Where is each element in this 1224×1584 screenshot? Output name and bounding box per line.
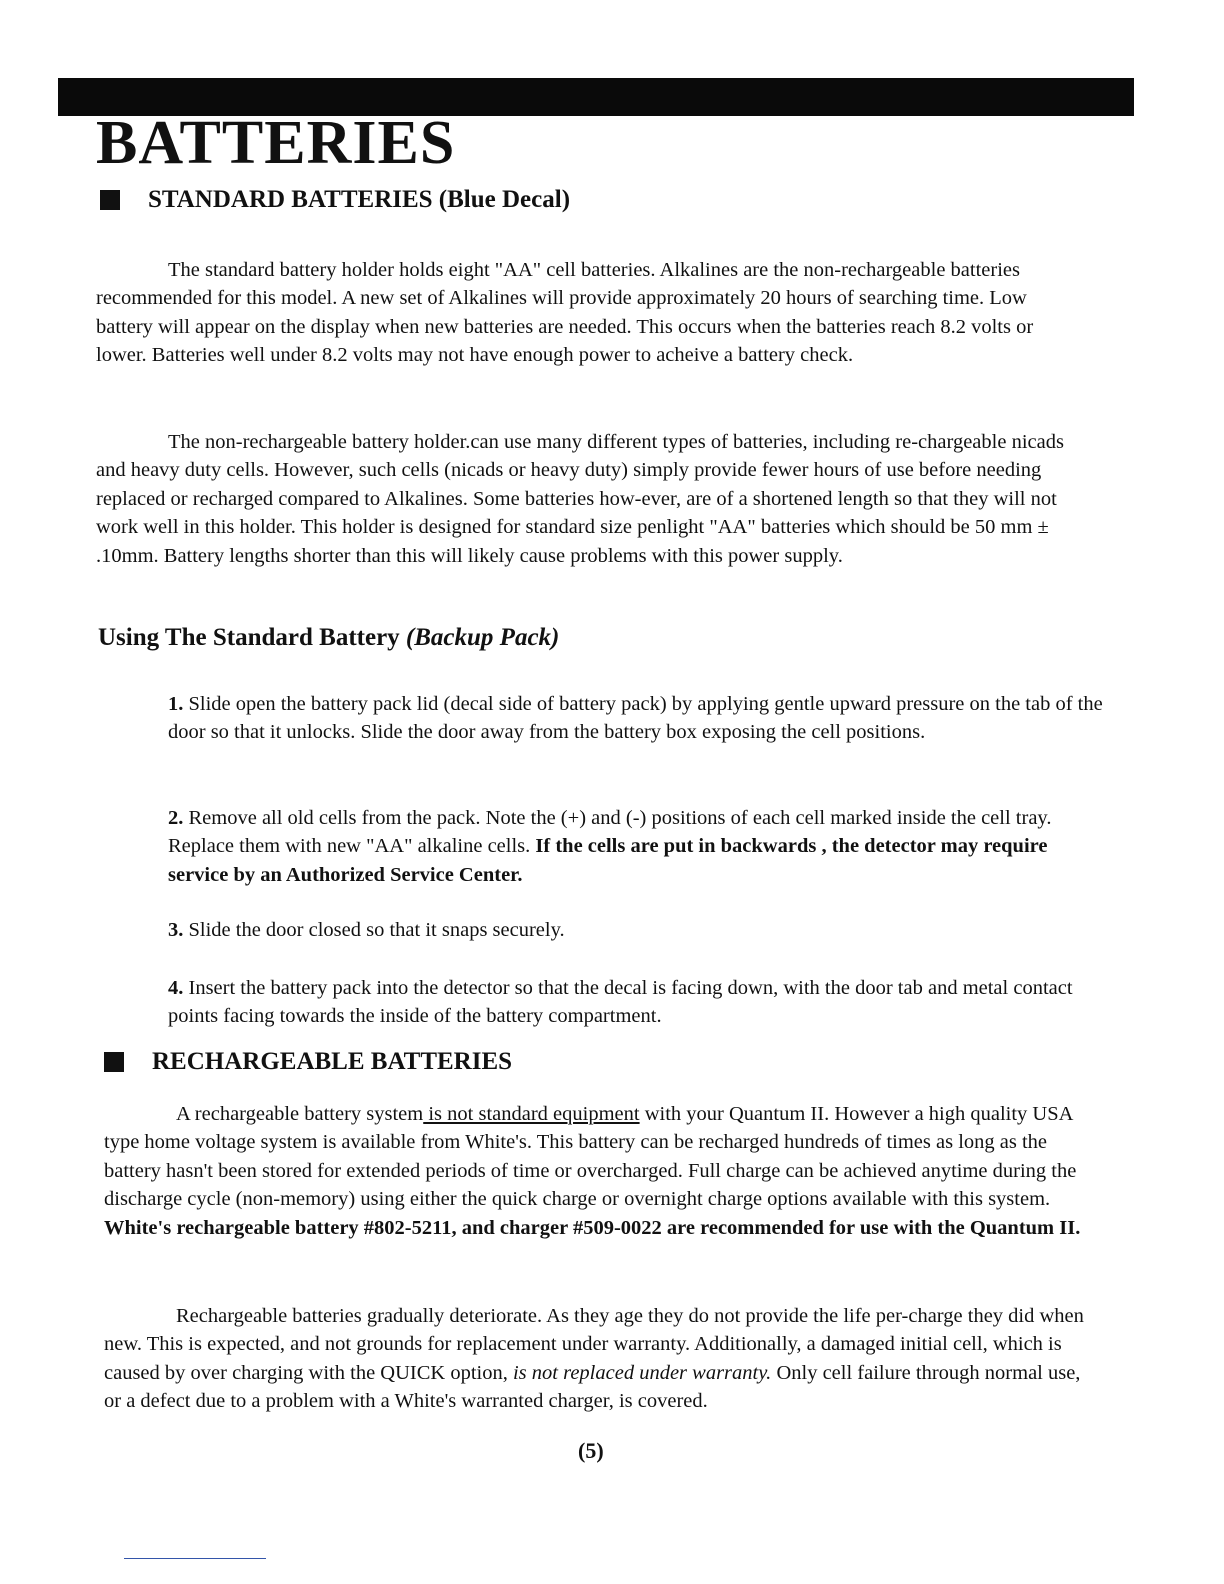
- section-heading-standard: [100, 186, 570, 214]
- italic-text: is not replaced under warranty.: [512, 1361, 772, 1384]
- square-bullet-icon: [100, 190, 120, 210]
- underlined-text: is not standard equipment: [423, 1103, 640, 1125]
- step-number: 4.: [168, 977, 184, 999]
- bold-recommendation: White's rechargeable battery #802-5211, and charger #509-0022 are recommended for use with the Quantum II.: [104, 1216, 1081, 1239]
- square-bullet-icon: [104, 1052, 124, 1072]
- standard-paragraph-2: The non-rechargeable battery holder.can use many different types of batteries, including re-chargeable nicads and heavy duty cells. However, such cells (nicads or heavy duty) simply provide fewer hours of use before needing replaced or recharged compared to Alkalines. Some batteries how-ever, are of a shortened length so that they will not work well in this holder. This holder is designed for standard size penlight "AA" batteries which should be 50 mm ± .10mm. Battery lengths shorter than this will likely cause problems with this power supply.: [96, 431, 1064, 567]
- text-run: with your Quantum II. However a high quality USA type home voltage system is available from White's. This battery can be recharged hundreds of times as long as the battery hasn't been stored for extended periods of time or overcharged. Full charge can be achieved anytime during the discharge cycle (non-memory) using either the quick charge or overnight charge options available with this system.: [104, 1103, 1077, 1211]
- using-heading-italic: (Backup Pack): [405, 624, 560, 651]
- step-text: Slide the door closed so that it snaps securely.: [188, 919, 565, 941]
- step-number: 3.: [168, 919, 184, 941]
- step-3: [168, 916, 1108, 944]
- rechargeable-paragraph-1: [104, 1100, 1094, 1242]
- step-1: [168, 690, 1108, 747]
- step-text: Slide open the battery pack lid (decal side of battery pack) by applying gentle upward pressure on the tab of the door so that it unlocks. Slide the door away from the battery box exposing the cell positions.: [168, 693, 1103, 744]
- step-number: 1.: [168, 693, 184, 715]
- step-4: [168, 974, 1108, 1031]
- footer-rule: [124, 1558, 266, 1559]
- standard-paragraph-1: The standard battery holder holds eight "AA" cell batteries. Alkalines are the non-rechargeable batteries recommended for this model. A new set of Alkalines will provide approximately 20 hours of searching time. Low battery will appear on the display when new batteries are needed. This occurs when the batteries reach 8.2 volts or lower. Batteries well under 8.2 volts may not have enough power to acheive a battery check.: [96, 259, 1034, 367]
- page-number: (5): [578, 1438, 604, 1463]
- using-standard-battery-heading: [98, 624, 559, 652]
- page-title: BATTERIES: [96, 109, 456, 177]
- section-heading-rechargeable: [104, 1048, 512, 1076]
- step-number: 2.: [168, 807, 184, 829]
- step-text: Insert the battery pack into the detector so that the decal is facing down, with the door tab and metal contact points facing towards the inside of the battery compartment.: [168, 977, 1073, 1028]
- using-heading-text: Using The Standard Battery: [98, 624, 406, 651]
- step-text: Remove all old cells from the pack. Note the (+) and (-) positions of each cell marked inside the cell tray. Replace them with new "AA" alkaline cells.: [168, 807, 1052, 858]
- step-warning: If the cells are put in backwards , the detector may require service by an Authorized Service Center.: [168, 835, 1048, 886]
- text-run: A rechargeable battery system: [176, 1103, 424, 1125]
- rechargeable-paragraph-2: [104, 1302, 1100, 1416]
- section-heading-standard-text: STANDARD BATTERIES (Blue Decal): [148, 186, 571, 213]
- text-run: Rechargeable batteries gradually deteriorate. As they age they do not provide the life per-charge they did when new. This is expected, and not grounds for replacement under warranty. Additionally, a damaged initial cell, which is caused by over charging with the QUICK option,: [104, 1305, 1084, 1384]
- step-2: [168, 804, 1108, 889]
- section-heading-rechargeable-text: RECHARGEABLE BATTERIES: [152, 1048, 513, 1075]
- text-run: Only cell failure through normal use, or a defect due to a problem with a White's warranted charger, is covered.: [104, 1361, 1081, 1413]
